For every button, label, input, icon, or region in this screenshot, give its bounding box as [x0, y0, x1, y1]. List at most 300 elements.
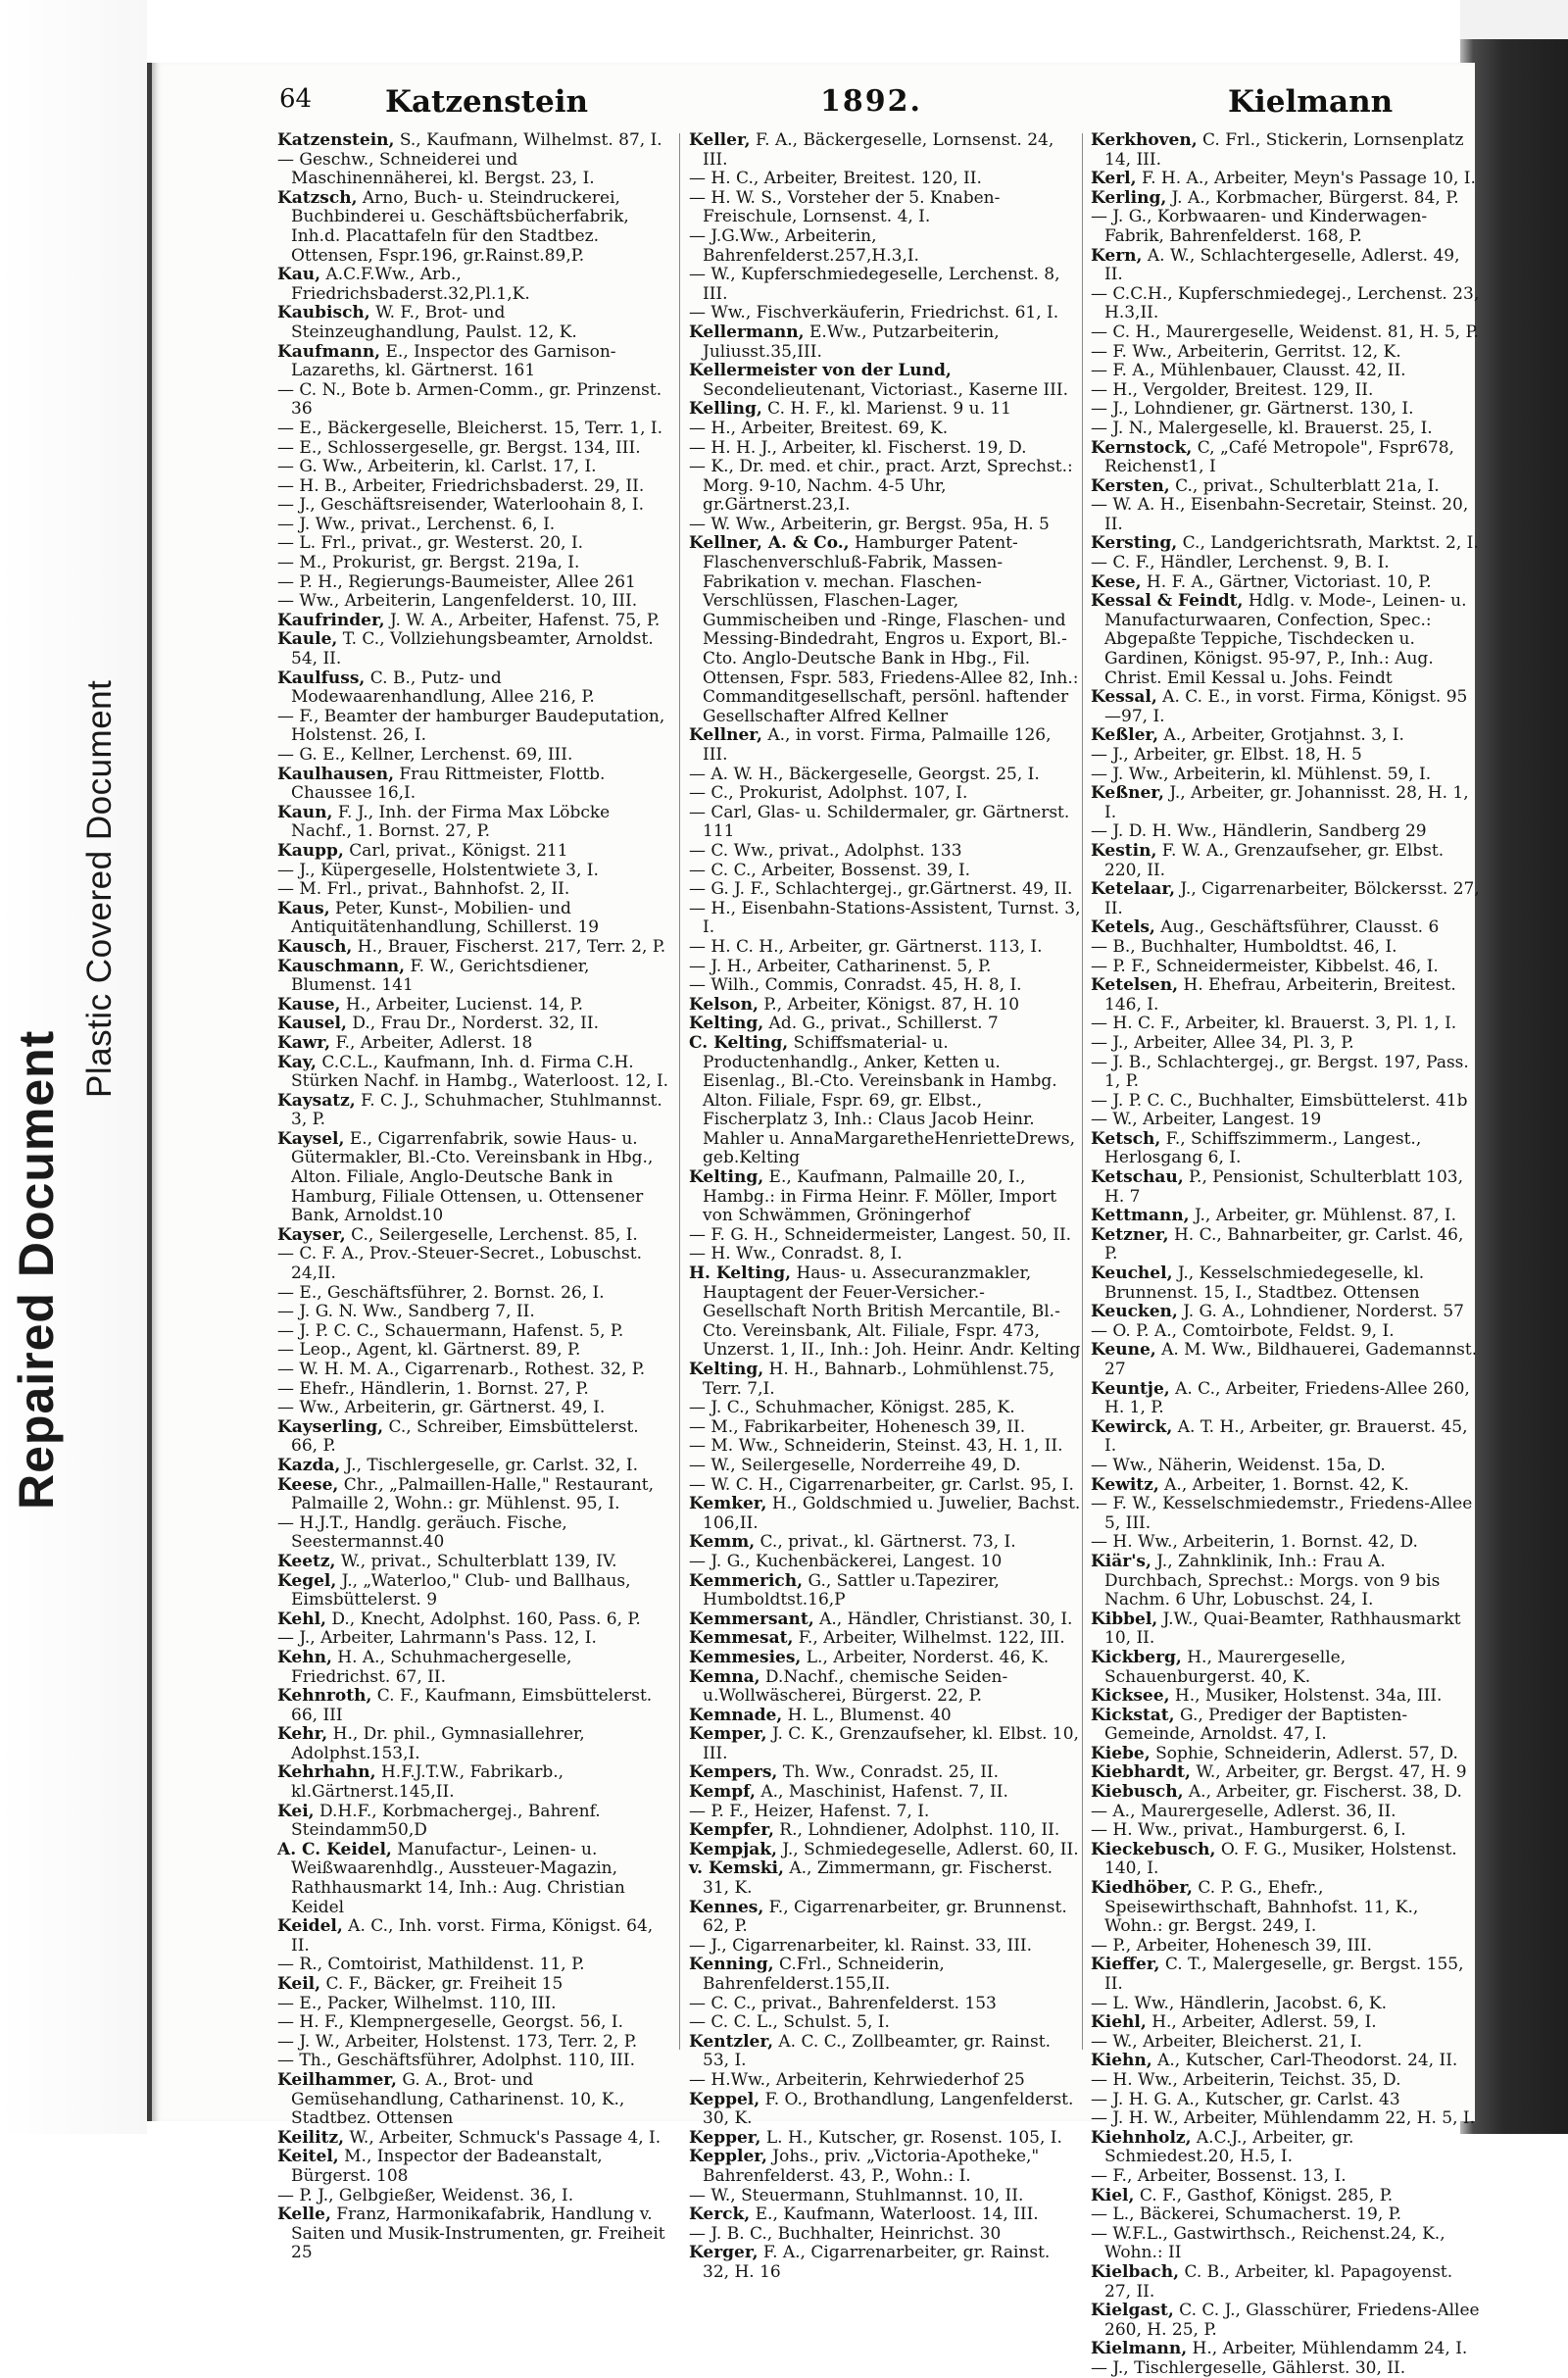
- entry-surname: Ketelsen,: [1091, 975, 1179, 996]
- directory-entry: [689, 842, 1081, 862]
- directory-entry: [1091, 1937, 1481, 1957]
- directory-entry: [277, 439, 669, 459]
- entry-details: A., Händler, Christianst. 30, I.: [813, 1609, 1073, 1629]
- header-year: 1892.: [820, 84, 922, 119]
- entry-details: P., Arbeiter, Königst. 87, H. 10: [758, 994, 1020, 1015]
- directory-entry: [1091, 1322, 1481, 1342]
- directory-entry: [1091, 746, 1481, 766]
- directory-entry: [1091, 573, 1481, 593]
- directory-entry: [689, 784, 1081, 804]
- entry-details: W., Arbeiter, Schmuck's Passage 4, I.: [344, 2127, 662, 2148]
- directory-entry: [689, 2129, 1081, 2149]
- entry-surname: Kaulhausen,: [277, 764, 395, 784]
- entry-surname: Keil,: [277, 1974, 321, 1994]
- entry-details: R., Lohndiener, Adolphst. 110, II.: [773, 1820, 1060, 1841]
- entry-details: — B., Buchhalter, Humboldtst. 46, I.: [1091, 936, 1397, 957]
- entry-details: P., Pensionist, Schulterblatt 103, H. 7: [1104, 1167, 1463, 1207]
- entry-details: — Wilh., Commis, Conradst. 45, H. 8, I.: [689, 975, 1022, 996]
- entry-details: — G. J. F., Schlachtergej., gr.Gärtnerst. 49, II.: [689, 879, 1073, 900]
- entry-surname: Kaule,: [277, 629, 338, 650]
- directory-entry: [689, 534, 1081, 726]
- scanner-edge-top: [1460, 0, 1568, 39]
- entry-surname: Keppel,: [689, 2089, 760, 2109]
- entry-details: Chr., „Palmaillen-Halle," Restaurant, Palmaille 2, Wohn.: gr. Mühlenst. 95, I.: [291, 1474, 655, 1514]
- entry-details: H. L., Blumenst. 40: [782, 1705, 952, 1725]
- directory-entry: [277, 880, 669, 900]
- column-divider: [1082, 133, 1083, 2050]
- entry-details: — P., Arbeiter, Hohenesch 39, III.: [1091, 1935, 1373, 1956]
- entry-surname: Kaufmann,: [277, 341, 381, 362]
- entry-surname: Keilitz,: [277, 2127, 345, 2148]
- entry-details: — H. C. F., Arbeiter, kl. Brauerst. 3, Pl. 1, I.: [1091, 1014, 1457, 1034]
- entry-surname: Ketelaar,: [1091, 879, 1176, 900]
- entry-details: C., privat., kl. Gärtnerst. 73, I.: [755, 1532, 1016, 1553]
- directory-entry: [277, 996, 669, 1016]
- entry-details: — H. Ww., Arbeiterin, 1. Bornst. 42, D.: [1091, 1532, 1418, 1553]
- directory-entry: [277, 1763, 669, 1802]
- entry-surname: Kellermann,: [689, 322, 805, 342]
- entry-details: — W. H. M. A., Cigarrenarb., Rothest. 32, P.: [277, 1360, 646, 1379]
- entry-surname: Kayserling,: [277, 1416, 384, 1437]
- directory-entry: [1091, 1745, 1481, 1764]
- entry-details: J. A., Korbmacher, Bürgerst. 84, P.: [1166, 187, 1459, 208]
- entry-details: C. P. G., Ehefr., Speisewirthschaft, Bahnhofst. 11, K., Wohn.: gr. Bergst. 249, I.: [1104, 1878, 1419, 1937]
- entry-details: — R., Comtoirist, Mathildenst. 11, P.: [277, 1955, 585, 1975]
- directory-entry: [277, 2205, 669, 2263]
- entry-surname: Kemna,: [689, 1666, 760, 1687]
- entry-details: Franz, Harmonikafabrik, Handlung v. Saiten und Musik-Instrumenten, gr. Freiheit 25: [291, 2205, 665, 2263]
- directory-entry: [689, 1437, 1081, 1457]
- directory-entry: [1091, 1130, 1481, 1168]
- entry-surname: Kellner, A. & Co.,: [689, 533, 850, 554]
- directory-entry: [277, 573, 669, 593]
- directory-entry: [1091, 2013, 1481, 2033]
- entry-surname: Keetz,: [277, 1551, 336, 1571]
- entry-surname: Kiedhöber,: [1091, 1878, 1193, 1899]
- directory-entry: [1091, 554, 1481, 573]
- plastic-covered-stamp: Plastic Covered Document: [80, 679, 119, 1098]
- directory-entry: [277, 1380, 669, 1400]
- entry-details: S., Kaufmann, Wilhelmst. 87, I.: [394, 130, 662, 150]
- page-number: 64: [279, 84, 313, 114]
- entry-surname: Kickstat,: [1091, 1705, 1175, 1725]
- entry-details: D., Frau Dr., Norderst. 32, II.: [346, 1014, 600, 1034]
- entry-surname: Kessal & Feindt,: [1091, 591, 1244, 612]
- entry-surname: Kiebusch,: [1091, 1782, 1184, 1803]
- entry-details: — W., Arbeiter, Bleicherst. 21, I.: [1091, 2031, 1362, 2052]
- entry-details: Ad. G., privat., Schillerst. 7: [763, 1014, 999, 1034]
- directory-entry: [689, 131, 1081, 170]
- entry-details: W., privat., Schulterblatt 139, IV.: [335, 1551, 617, 1571]
- entry-details: Aug., Geschäftsführer, Clausst. 6: [1154, 917, 1440, 938]
- directory-entry: [689, 1399, 1081, 1418]
- directory-entry: [1091, 1803, 1481, 1822]
- entry-details: — J. H. W., Arbeiter, Mühlendamm 22, H. 5, I.: [1091, 2108, 1476, 2129]
- directory-entry: [1091, 1707, 1481, 1745]
- entry-details: — F. Ww., Arbeiterin, Gerritst. 12, K.: [1091, 341, 1401, 362]
- entry-details: — F. A., Mühlenbauer, Clausst. 42, II.: [1091, 361, 1406, 381]
- entry-details: W. F., Brot- und Steinzeughandlung, Paulst. 12, K.: [291, 303, 577, 342]
- entry-details: — L. Ww., Händlerin, Jacobst. 6, K.: [1091, 1993, 1388, 2013]
- entry-details: C., privat., Schulterblatt 21a, I.: [1169, 475, 1440, 496]
- directory-entry: [1091, 247, 1481, 285]
- directory-entry: [277, 477, 669, 497]
- entry-surname: Kiebhardt,: [1091, 1762, 1191, 1783]
- directory-entry: [689, 2013, 1081, 2033]
- entry-surname: Kehnroth,: [277, 1686, 372, 1707]
- entry-details: F., Arbeiter, Wilhelmst. 122, III.: [793, 1628, 1065, 1649]
- entry-surname: Kieffer,: [1091, 1955, 1160, 1975]
- directory-entry: [277, 900, 669, 938]
- entry-surname: Kelson,: [689, 994, 759, 1015]
- directory-entry: [1091, 2359, 1481, 2378]
- entry-details: — P. J., Gelbgießer, Weidenst. 36, I.: [277, 2185, 574, 2205]
- directory-entry: [277, 1572, 669, 1610]
- directory-entry: [1091, 2205, 1481, 2225]
- directory-entry: [277, 189, 669, 266]
- directory-entry: [689, 1859, 1081, 1898]
- directory-entry: [689, 1803, 1081, 1822]
- entry-details: E., Inspector des Garnison-Lazareths, kl. Gärtnerst. 161: [291, 341, 616, 381]
- entry-details: — J., Küpergeselle, Holstentwiete 3, I.: [277, 860, 599, 880]
- directory-entry: [1091, 1457, 1481, 1476]
- entry-details: — G. E., Kellner, Lerchenst. 69, III.: [277, 745, 573, 765]
- directory-entry: [689, 1476, 1081, 1496]
- entry-details: C., Landgerichtsrath, Marktst. 2, I.: [1177, 533, 1479, 554]
- entry-surname: Kemmesat,: [689, 1628, 794, 1649]
- entry-details: — H., Vergolder, Breitest. 129, II.: [1091, 379, 1374, 400]
- entry-details: — P. F., Heizer, Hafenst. 7, I.: [689, 1801, 930, 1821]
- entry-details: H. A., Schuhmachergeselle, Friedrichst. 67, II.: [291, 1647, 572, 1687]
- directory-entry: [689, 516, 1081, 535]
- entry-surname: Keilhammer,: [277, 2069, 397, 2090]
- directory-page: [147, 63, 1480, 2378]
- directory-entry: [1091, 170, 1481, 189]
- header-last-entry: Kielmann: [1228, 84, 1394, 120]
- entry-surname: H. Kelting,: [689, 1263, 792, 1284]
- column-divider: [679, 133, 680, 2050]
- entry-details: — J., Geschäftsreisender, Waterloohain 8, I.: [277, 495, 644, 516]
- entry-details: H. H., Bahnarb., Lohmühlenst.75, Terr. 7,I.: [703, 1360, 1055, 1399]
- entry-surname: Kei,: [277, 1801, 315, 1821]
- entry-surname: Kegel,: [277, 1570, 337, 1591]
- directory-entry: [689, 1418, 1081, 1438]
- entry-details: — J. H., Arbeiter, Catharinenst. 5, P.: [689, 956, 992, 976]
- directory-entry: [689, 1995, 1081, 2014]
- entry-details: F., Cigarrenarbeiter, gr. Brunnenst. 62, P.: [703, 1897, 1067, 1937]
- directory-entry: [277, 592, 669, 612]
- archive-stamp: [0, 0, 147, 1529]
- directory-entry: [1091, 688, 1481, 726]
- directory-entry: [689, 323, 1081, 362]
- entry-surname: Kaufrinder,: [277, 610, 385, 630]
- directory-entry: [689, 996, 1081, 1016]
- directory-entry: [277, 151, 669, 189]
- entry-details: — J. G. N. Ww., Sandberg 7, II.: [277, 1302, 535, 1322]
- entry-details: J., Arbeiter, gr. Mühlenst. 87, I.: [1189, 1206, 1457, 1226]
- entry-details: — J. P. C. C., Schauermann, Hafenst. 5, P.: [277, 1320, 624, 1341]
- directory-entry: [689, 1629, 1081, 1649]
- entry-details: G. A., Brot- und Gemüsehandlung, Catharinenst. 10, K., Stadtbez. Ottensen: [291, 2069, 625, 2129]
- entry-surname: Kernstock,: [1091, 437, 1193, 458]
- directory-entry: [1091, 1995, 1481, 2014]
- directory-entry: [1091, 592, 1481, 688]
- directory-entry: [1091, 420, 1481, 439]
- directory-entry: [1091, 726, 1481, 746]
- entry-surname: Ketschau,: [1091, 1167, 1184, 1188]
- entry-surname: Kawr,: [277, 1032, 331, 1053]
- directory-entry: [277, 2187, 669, 2206]
- directory-entry: [277, 1975, 669, 1995]
- entry-surname: Kau,: [277, 265, 321, 285]
- directory-entry: [277, 1553, 669, 1572]
- entry-details: Frau Rittmeister, Flottb. Chaussee 16,I.: [291, 764, 606, 804]
- entry-details: — F. W., Kesselschmiedemstr., Friedens-Allee 5, III.: [1091, 1494, 1473, 1533]
- entry-surname: Kausch,: [277, 936, 353, 957]
- entry-details: — C. C. L., Schulst. 5, I.: [689, 2012, 890, 2033]
- directory-entry: [277, 766, 669, 804]
- entry-surname: Kicksee,: [1091, 1686, 1170, 1707]
- entry-details: G., Prediger der Baptisten-Gemeinde, Arnoldst. 47, I.: [1104, 1705, 1408, 1745]
- directory-entry: [1091, 1495, 1481, 1533]
- entry-details: — O. P. A., Comtoirbote, Feldst. 9, I.: [1091, 1320, 1395, 1341]
- entry-surname: Kiehl,: [1091, 2012, 1147, 2033]
- directory-entry: [277, 1399, 669, 1418]
- directory-entry: [277, 1226, 669, 1246]
- directory-entry: [689, 2091, 1081, 2129]
- entry-surname: Kemmerich,: [689, 1570, 804, 1591]
- entry-details: — C. N., Bote b. Armen-Comm., gr. Prinzenst. 36: [277, 379, 662, 420]
- directory-entry: [689, 458, 1081, 516]
- entry-details: A. M. Ww., Bildhauerei, Gademannst. 27: [1104, 1340, 1478, 1379]
- header-first-entry: Katzenstein: [385, 84, 589, 120]
- entry-details: — H. Ww., Conradst. 8, I.: [689, 1244, 903, 1264]
- entry-surname: Kaus,: [277, 898, 330, 918]
- entry-surname: Kielbach,: [1091, 2261, 1180, 2282]
- entry-surname: Kelle,: [277, 2205, 331, 2225]
- entry-details: — C. H., Maurergeselle, Weidenst. 81, H. 5, P.: [1091, 322, 1479, 342]
- directory-entry: [1091, 1111, 1481, 1130]
- directory-entry: [689, 1226, 1081, 1246]
- directory-entry: [1091, 822, 1481, 842]
- entry-details: F., Schiffszimmerm., Langest., Herlosgang 6, I.: [1104, 1128, 1422, 1168]
- directory-entry: [277, 1322, 669, 1342]
- directory-entry: [1091, 958, 1481, 977]
- directory-entry: [689, 1725, 1081, 1763]
- entry-surname: Kehn,: [277, 1647, 332, 1667]
- entry-details: F. W., Gerichtsdiener, Blumenst. 141: [291, 956, 590, 996]
- entry-details: — J. W., Arbeiter, Holstenst. 173, Terr. 2, P.: [277, 2031, 638, 2052]
- directory-entry: [1091, 362, 1481, 381]
- entry-details: — W. Ww., Arbeiterin, gr. Bergst. 95a, H. 5: [689, 514, 1050, 534]
- entry-surname: Kestin,: [1091, 840, 1157, 861]
- entry-details: Schiffsmaterial- u. Productenhandlg., Anker, Ketten u. Eisenlag., Bl.-Cto. Vereinsbank in Hambg. Alton. Filiale, Fspr. 69, gr. Elbst., Fischerplatz 3, Inh.: Claus Jacob Heinr. Mahler u. AnnaMargaretheHenrietteDrews, geb.Kelting: [703, 1032, 1075, 1168]
- directory-entry: [689, 880, 1081, 900]
- entry-details: — W., Seilergeselle, Norderreihe 49, D.: [689, 1455, 1021, 1475]
- directory-entry: [689, 1495, 1081, 1533]
- directory-entry: [277, 1995, 669, 2014]
- entry-details: — A. W. H., Bäckergeselle, Georgst. 25, I.: [689, 764, 1040, 784]
- directory-entry: [1091, 439, 1481, 477]
- directory-entry: [689, 1168, 1081, 1226]
- entry-details: A., Zimmermann, gr. Fischerst. 31, K.: [703, 1858, 1053, 1899]
- entry-details: — J., Lohndiener, gr. Gärtnerst. 130, I.: [1091, 399, 1414, 420]
- directory-entry: [277, 708, 669, 746]
- directory-column-3: [1091, 130, 1481, 2378]
- entry-surname: Kaun,: [277, 802, 333, 822]
- directory-entry: [689, 900, 1081, 938]
- directory-entry: [277, 1956, 669, 1975]
- directory-entry: [689, 726, 1081, 765]
- entry-details: H., Dr. phil., Gymnasiallehrer, Adolphst.153,I.: [291, 1724, 585, 1763]
- entry-surname: Kern,: [1091, 245, 1143, 266]
- entry-surname: Kewitz,: [1091, 1474, 1159, 1495]
- entry-surname: Kemmesies,: [689, 1647, 802, 1667]
- entry-details: — W., Kupferschmiedegeselle, Lerchenst. 8, III.: [689, 265, 1060, 304]
- entry-surname: Keitel,: [277, 2147, 339, 2167]
- directory-entry: [1091, 1821, 1481, 1841]
- entry-details: — C. F., Händler, Lerchenst. 9, B. I.: [1091, 553, 1390, 573]
- entry-details: H., Arbeiter, Lucienst. 14, P.: [340, 994, 584, 1015]
- directory-entry: [277, 1015, 669, 1034]
- directory-entry: [1091, 1264, 1481, 1303]
- entry-details: A.C.F.Ww., Arb., Friedrichsbaderst.32,Pl.1,K.: [291, 265, 530, 304]
- directory-entry: [689, 976, 1081, 996]
- entry-surname: Kemmersant,: [689, 1609, 814, 1629]
- directory-entry: [277, 1245, 669, 1283]
- directory-entry: [1091, 2167, 1481, 2187]
- entry-details: H., Goldschmied u. Juwelier, Bachst. 106,II.: [703, 1494, 1081, 1533]
- entry-details: A., Arbeiter, 1. Bornst. 42, K.: [1158, 1474, 1409, 1495]
- entry-surname: Kehr,: [277, 1724, 328, 1745]
- entry-surname: v. Kemski,: [689, 1858, 784, 1879]
- directory-entry: [1091, 1092, 1481, 1112]
- entry-details: — Ww., Näherin, Weidenst. 15a, D.: [1091, 1455, 1386, 1475]
- directory-entry: [689, 1245, 1081, 1264]
- directory-entry: [277, 630, 669, 669]
- entry-surname: Kemper,: [689, 1724, 767, 1745]
- entry-surname: Kiär's,: [1091, 1551, 1152, 1571]
- directory-entry: [1091, 1553, 1481, 1610]
- entry-details: — W., Arbeiter, Langest. 19: [1091, 1110, 1322, 1130]
- entry-surname: Ketels,: [1091, 917, 1155, 938]
- entry-surname: Kiehn,: [1091, 2051, 1152, 2071]
- entry-surname: Kielgast,: [1091, 2301, 1174, 2321]
- entry-surname: Kiel,: [1091, 2185, 1135, 2205]
- entry-details: — H. W. S., Vorsteher der 5. Knaben-Freischule, Lornsenst. 4, I.: [689, 187, 1001, 227]
- entry-details: F. H. A., Arbeiter, Meyn's Passage 10, I.: [1136, 169, 1476, 189]
- entry-surname: Kehrhahn,: [277, 1762, 376, 1783]
- entry-surname: Kellner,: [689, 725, 762, 746]
- entry-details: — E., Schlossergeselle, gr. Bergst. 134, III.: [277, 437, 641, 458]
- entry-surname: Kickberg,: [1091, 1647, 1182, 1667]
- directory-column-1: [277, 130, 669, 2263]
- entry-surname: Kese,: [1091, 571, 1142, 592]
- directory-entry: [1091, 1207, 1481, 1226]
- entry-details: — C., Prokurist, Adolphst. 107, I.: [689, 783, 968, 804]
- entry-details: E., Kaufmann, Palmaille 20, I., Hambg.: in Firma Heinr. F. Möller, Import von Schwämmen, Gröningerhof: [703, 1167, 1057, 1226]
- entry-details: Haus- u. Assecuranzmakler, Hauptagent der Feuer-Versicher.-Gesellschaft North British Mercantile, Bl.-Cto. Vereinsbank, Alt. Filiale, Fspr. 473, Unzerst. 1, II., Inh.: Joh. Heinr. Andr. Kelting: [703, 1263, 1081, 1361]
- entry-details: H., Brauer, Fischerst. 217, Terr. 2, P.: [352, 936, 666, 957]
- entry-details: — W., Steuermann, Stuhlmannst. 10, II.: [689, 2185, 1024, 2205]
- entry-details: — J. G., Korbwaaren- und Kinderwagen-Fabrik, Bahrenfelderst. 168, P.: [1091, 207, 1428, 246]
- entry-details: Hdlg. v. Mode-, Leinen- u. Manufacturwaaren, Confection, Spec.: Abgepaßte Teppiche, Tischdecken u. Gardinen, Königst. 95-97, P., Inh.: Aug. Christ. Emil Kessal u. Johs. Feindt: [1104, 591, 1467, 688]
- entry-surname: Kelting,: [689, 1014, 764, 1034]
- entry-surname: Keuchel,: [1091, 1263, 1173, 1284]
- entry-details: F. A., Bäckergeselle, Lornsenst. 24, III.: [703, 130, 1054, 170]
- directory-entry: [1091, 1687, 1481, 1707]
- entry-details: — J., Arbeiter, Lahrmann's Pass. 12, I.: [277, 1628, 597, 1649]
- directory-entry: [1091, 285, 1481, 323]
- entry-details: E., Kaufmann, Waterloost. 14, III.: [750, 2205, 1039, 2225]
- directory-entry: [1091, 918, 1481, 938]
- entry-details: — W.F.L., Gastwirthsch., Reichenst.24, K., Wohn.: II: [1091, 2223, 1446, 2263]
- entry-details: — J. Ww., privat., Lerchenst. 6, I.: [277, 514, 556, 534]
- directory-entry: [277, 1514, 669, 1553]
- entry-surname: Kerl,: [1091, 169, 1137, 189]
- entry-details: C. F., Gasthof, Königst. 285, P.: [1134, 2185, 1394, 2205]
- entry-details: — M. Frl., privat., Bahnhofst. 2, II.: [277, 879, 570, 900]
- entry-details: Carl, privat., Königst. 211: [343, 840, 568, 861]
- entry-details: L., Arbeiter, Norderst. 46, K.: [801, 1647, 1050, 1667]
- directory-entry: [277, 1092, 669, 1130]
- directory-entry: [277, 1725, 669, 1763]
- directory-entry: [1091, 1476, 1481, 1496]
- directory-entry: [1091, 1610, 1481, 1649]
- directory-entry: [277, 1610, 669, 1630]
- entry-details: F. C. J., Schuhmacher, Stuhlmannst. 3, P.: [291, 1090, 662, 1130]
- directory-entry: [689, 1841, 1081, 1860]
- entry-surname: Kempers,: [689, 1762, 778, 1783]
- entry-details: Manufactur-, Leinen- u. Weißwaarenhdlg., Aussteuer-Magazin, Rathhausmarkt 14, Inh.: Aug. Christian Keidel: [291, 1839, 625, 1917]
- directory-entry: [277, 746, 669, 766]
- directory-entry: [689, 304, 1081, 323]
- directory-entry: [689, 1649, 1081, 1668]
- entry-details: C., Seilergeselle, Lerchenst. 85, I.: [345, 1224, 638, 1245]
- directory-entry: [689, 1763, 1081, 1783]
- directory-entry: [277, 2052, 669, 2071]
- entry-details: A. W., Schlachtergeselle, Adlerst. 49, II.: [1104, 245, 1460, 285]
- directory-entry: [689, 2071, 1081, 2091]
- entry-details: A., Arbeiter, Grotjahnst. 3, I.: [1158, 725, 1404, 746]
- directory-entry: [689, 2148, 1081, 2186]
- directory-entry: [689, 2205, 1081, 2225]
- entry-details: J., Kesselschmiedegeselle, kl. Brunnenst. 15, I., Stadtbez. Ottensen: [1104, 1263, 1425, 1303]
- entry-surname: Keller,: [689, 130, 751, 150]
- directory-entry: [277, 1034, 669, 1054]
- entry-surname: Kenning,: [689, 1955, 774, 1975]
- entry-details: A., in vorst. Firma, Palmaille 126, III.: [703, 725, 1052, 765]
- entry-details: — J., Tischlergeselle, Gählerst. 30, II.: [1091, 2357, 1406, 2378]
- directory-entry: [1091, 842, 1481, 880]
- entry-details: — Ww., Fischverkäuferin, Friedrichst. 61, I.: [689, 303, 1059, 323]
- directory-entry: [689, 1956, 1081, 1994]
- entry-details: H., Musiker, Holstenst. 34a, III.: [1169, 1686, 1443, 1707]
- directory-entry: [277, 1284, 669, 1304]
- directory-entry: [277, 612, 669, 631]
- entry-surname: Kelting,: [689, 1167, 764, 1188]
- entry-details: H. F. A., Gärtner, Victoriast. 10, P.: [1141, 571, 1432, 592]
- entry-details: A.C.J., Arbeiter, gr. Schmiedest.20, H.5, I.: [1104, 2127, 1354, 2167]
- directory-entry: [1091, 2091, 1481, 2110]
- directory-entry: [1091, 400, 1481, 420]
- entry-surname: Kepper,: [689, 2127, 761, 2148]
- entry-details: — H., Eisenbahn-Stations-Assistent, Turnst. 3, I.: [689, 898, 1081, 938]
- entry-surname: Keßler,: [1091, 725, 1159, 746]
- directory-entry: [1091, 880, 1481, 918]
- entry-details: C. F., Kaufmann, Eimsbüttelerst. 66, III: [291, 1686, 653, 1725]
- entry-details: G., Sattler u.Tapezirer, Humboldtst.16,P: [703, 1570, 1000, 1610]
